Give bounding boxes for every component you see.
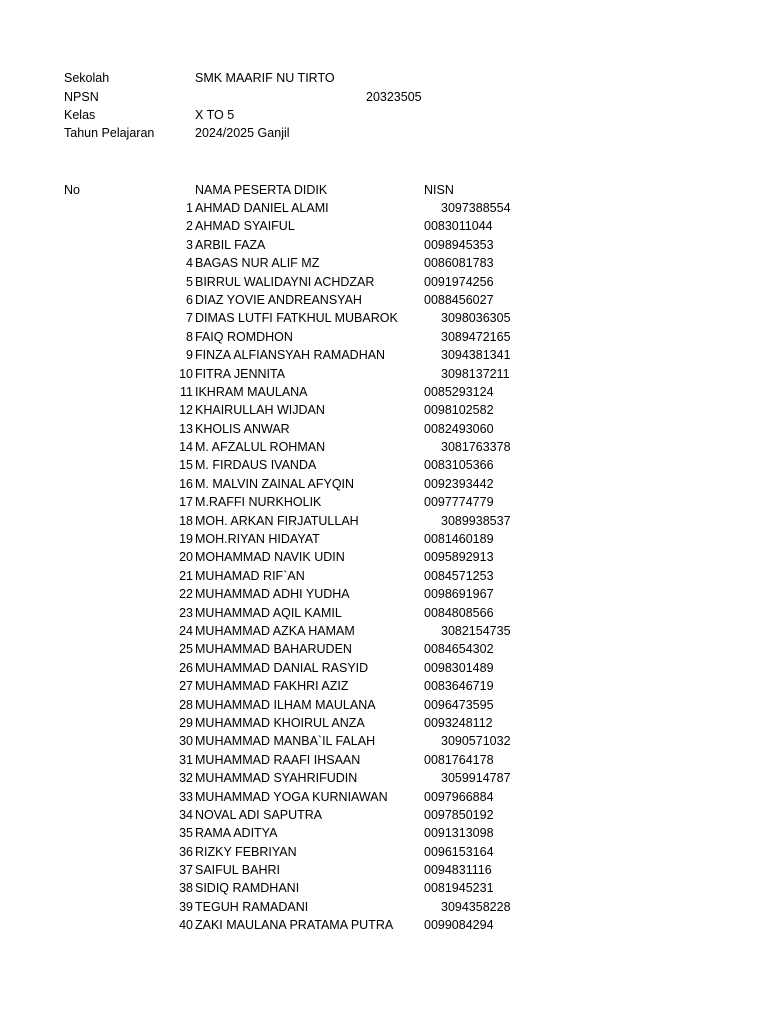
student-nisn: 0085293124	[424, 384, 494, 399]
student-name: MUHAMMAD ADHI YUDHA	[195, 587, 350, 602]
table-row	[0, 879, 768, 897]
table-row	[0, 346, 768, 364]
student-nisn: 3097388554	[441, 201, 511, 215]
student-name: KHOLIS ANWAR	[195, 421, 290, 436]
tahun-value: 2024/2025 Ganjil	[195, 126, 290, 140]
row-number: 30	[179, 734, 193, 749]
student-name: NOVAL ADI SAPUTRA	[195, 807, 323, 822]
student-nisn: 3089472165	[441, 329, 511, 344]
table-row	[0, 861, 768, 879]
student-nisn: 3089938537	[441, 513, 511, 528]
table-row	[0, 622, 768, 640]
student-name: ZAKI MAULANA PRATAMA PUTRA	[195, 918, 394, 933]
row-number: 21	[179, 568, 193, 583]
row-number: 40	[179, 918, 193, 933]
table-row	[0, 751, 768, 769]
student-nisn: 0091974256	[424, 274, 494, 289]
tahun-label: Tahun Pelajaran	[64, 126, 155, 140]
student-name: MUHAMMAD RAAFI IHSAAN	[195, 752, 361, 767]
row-number: 12	[179, 403, 193, 418]
student-name: FITRA JENNITA	[195, 366, 286, 381]
student-name: DIAZ YOVIE ANDREANSYAH	[195, 292, 362, 307]
student-nisn: 0098102582	[424, 403, 494, 418]
table-row	[0, 512, 768, 530]
table-row	[0, 548, 768, 566]
student-name: M. AFZALUL ROHMAN	[195, 440, 326, 455]
row-number: 38	[179, 881, 193, 896]
table-row	[0, 401, 768, 419]
table-row	[0, 824, 768, 842]
student-nisn: 3094381341	[441, 348, 511, 363]
row-number: 11	[180, 384, 193, 399]
row-number: 6	[186, 292, 193, 307]
row-number: 37	[179, 863, 193, 878]
student-name: MUHAMMAD MANBA`IL FALAH	[195, 734, 376, 749]
student-nisn: 0094831116	[424, 863, 492, 878]
student-name: SIDIQ RAMDHANI	[195, 881, 300, 896]
student-nisn: 3090571032	[441, 734, 511, 749]
kelas-value: X TO 5	[195, 108, 235, 122]
sekolah-value: SMK MAARIF NU TIRTO	[195, 71, 335, 85]
table-row	[0, 309, 768, 327]
student-name: MUHAMAD RIF`AN	[195, 568, 305, 583]
sekolah-label: Sekolah	[64, 71, 110, 85]
table-row	[0, 475, 768, 493]
row-number: 9	[186, 348, 193, 363]
row-number: 8	[186, 329, 193, 344]
row-number: 15	[179, 458, 193, 473]
row-number: 27	[179, 679, 193, 694]
student-name: BAGAS NUR ALIF MZ	[195, 256, 320, 271]
row-number: 1	[186, 201, 193, 215]
student-nisn: 0098691967	[424, 587, 494, 602]
table-row	[0, 217, 768, 235]
table-row	[0, 640, 768, 658]
row-number: 33	[179, 789, 193, 804]
row-number: 16	[179, 476, 193, 491]
student-nisn: 0097774779	[424, 495, 494, 510]
table-row	[0, 677, 768, 695]
table-row	[0, 456, 768, 474]
row-number: 39	[179, 899, 193, 914]
table-row	[0, 365, 768, 383]
npsn-row	[0, 88, 768, 106]
student-name: MUHAMMAD SYAHRIFUDIN	[195, 771, 358, 786]
table-row	[0, 328, 768, 346]
table-row	[0, 585, 768, 603]
student-nisn: 0081764178	[424, 752, 494, 767]
table-row	[0, 493, 768, 511]
npsn-label: NPSN	[64, 90, 99, 104]
table-row	[0, 420, 768, 438]
student-name: RIZKY FEBRIYAN	[195, 844, 297, 859]
table-row	[0, 806, 768, 824]
table-row	[0, 438, 768, 456]
student-name: ARBIL FAZA	[195, 237, 266, 252]
student-nisn: 0097850192	[424, 807, 494, 822]
row-number: 7	[186, 311, 193, 326]
student-nisn: 0084654302	[424, 642, 494, 657]
student-name: KHAIRULLAH WIJDAN	[195, 403, 325, 418]
row-number: 14	[179, 440, 193, 455]
kelas-row	[0, 106, 768, 124]
student-nisn: 0081460189	[424, 532, 494, 547]
student-name: MUHAMMAD ILHAM MAULANA	[195, 697, 376, 712]
student-nisn: 0095892913	[424, 550, 494, 565]
student-name: BIRRUL WALIDAYNI ACHDZAR	[195, 274, 375, 289]
row-number: 17	[179, 495, 193, 510]
table-row	[0, 567, 768, 585]
student-nisn: 0082493060	[424, 421, 494, 436]
student-name: MUHAMMAD BAHARUDEN	[195, 642, 352, 657]
table-row	[0, 916, 768, 934]
student-name: M.RAFFI NURKHOLIK	[195, 495, 322, 510]
student-nisn: 0096153164	[424, 844, 494, 859]
row-number: 23	[179, 605, 193, 620]
table-row	[0, 254, 768, 272]
student-name: MOHAMMAD NAVIK UDIN	[195, 550, 345, 565]
student-nisn: 0091313098	[424, 826, 494, 841]
table-row	[0, 898, 768, 916]
student-nisn: 3082154735	[441, 623, 511, 638]
table-row	[0, 732, 768, 750]
table-row	[0, 236, 768, 254]
student-name: MUHAMMAD AQIL KAMIL	[195, 605, 342, 620]
column-header-nisn: NISN	[424, 183, 454, 197]
row-number: 31	[179, 752, 193, 767]
row-number: 24	[179, 623, 193, 638]
row-number: 20	[179, 550, 193, 565]
row-number: 25	[179, 642, 193, 657]
row-number: 5	[186, 274, 193, 289]
row-number: 3	[186, 237, 193, 252]
student-nisn: 0084571253	[424, 568, 494, 583]
student-name: MUHAMMAD AZKA HAMAM	[195, 623, 355, 638]
table-row	[0, 273, 768, 291]
sekolah-row	[0, 69, 768, 87]
student-nisn: 0092393442	[424, 476, 494, 491]
table-row	[0, 604, 768, 622]
table-row	[0, 769, 768, 787]
student-nisn: 0086081783	[424, 256, 494, 271]
student-nisn: 0083646719	[424, 679, 494, 694]
tahun-row	[0, 124, 768, 142]
student-name: TEGUH RAMADANI	[195, 899, 309, 914]
student-name: IKHRAM MAULANA	[195, 384, 308, 399]
student-name: MUHAMMAD YOGA KURNIAWAN	[195, 789, 388, 804]
row-number: 19	[179, 532, 193, 547]
student-name: FINZA ALFIANSYAH RAMADHAN	[195, 348, 386, 363]
student-nisn: 0096473595	[424, 697, 494, 712]
student-nisn: 3059914787	[441, 771, 511, 786]
student-nisn: 0084808566	[424, 605, 494, 620]
student-name: MUHAMMAD FAKHRI AZIZ	[195, 679, 349, 694]
student-name: M. MALVIN ZAINAL AFYQIN	[195, 476, 355, 491]
student-name: AHMAD SYAIFUL	[195, 219, 295, 234]
table-row	[0, 530, 768, 548]
table-row	[0, 714, 768, 732]
student-name: MOH.RIYAN HIDAYAT	[195, 532, 320, 547]
student-name: SAIFUL BAHRI	[195, 863, 280, 878]
student-nisn: 0098945353	[424, 237, 494, 252]
student-list	[0, 199, 768, 935]
student-name: MOH. ARKAN FIRJATULLAH	[195, 513, 359, 528]
student-nisn: 0088456027	[424, 292, 494, 307]
student-nisn: 3098137211	[441, 366, 510, 381]
row-number: 4	[186, 256, 193, 271]
table-row	[0, 843, 768, 861]
row-number: 32	[179, 771, 193, 786]
row-number: 26	[179, 660, 193, 675]
table-row	[0, 788, 768, 806]
row-number: 28	[179, 697, 193, 712]
student-name: MUHAMMAD KHOIRUL ANZA	[195, 715, 365, 730]
row-number: 29	[179, 715, 193, 730]
student-nisn: 0083011044	[424, 219, 493, 234]
row-number: 2	[186, 219, 193, 234]
student-nisn: 0093248112	[424, 715, 493, 730]
npsn-value: 20323505	[366, 90, 422, 104]
student-name: RAMA ADITYA	[195, 826, 278, 841]
student-nisn: 0099084294	[424, 918, 494, 933]
table-row	[0, 383, 768, 401]
row-number: 36	[179, 844, 193, 859]
student-nisn: 0098301489	[424, 660, 494, 675]
student-nisn: 3098036305	[441, 311, 511, 326]
table-row	[0, 696, 768, 714]
row-number: 35	[179, 826, 193, 841]
row-number: 10	[179, 366, 193, 381]
student-name: DIMAS LUTFI FATKHUL MUBAROK	[195, 311, 398, 326]
student-name: MUHAMMAD DANIAL RASYID	[195, 660, 369, 675]
student-nisn: 0083105366	[424, 458, 494, 473]
student-name: M. FIRDAUS IVANDA	[195, 458, 317, 473]
column-header-no: No	[64, 183, 80, 197]
kelas-label: Kelas	[64, 108, 96, 122]
student-name: AHMAD DANIEL ALAMI	[195, 201, 329, 215]
student-nisn: 0097966884	[424, 789, 494, 804]
student-nisn: 3081763378	[441, 440, 511, 455]
table-row	[0, 659, 768, 677]
row-number: 22	[179, 587, 193, 602]
table-row	[0, 291, 768, 309]
column-header-name: NAMA PESERTA DIDIK	[195, 183, 328, 197]
row-number: 18	[179, 513, 193, 528]
student-nisn: 3094358228	[441, 899, 511, 914]
student-name: FAIQ ROMDHON	[195, 329, 293, 344]
row-number: 13	[179, 421, 193, 436]
student-nisn: 0081945231	[424, 881, 494, 896]
table-row	[0, 199, 768, 217]
row-number: 34	[179, 807, 193, 822]
